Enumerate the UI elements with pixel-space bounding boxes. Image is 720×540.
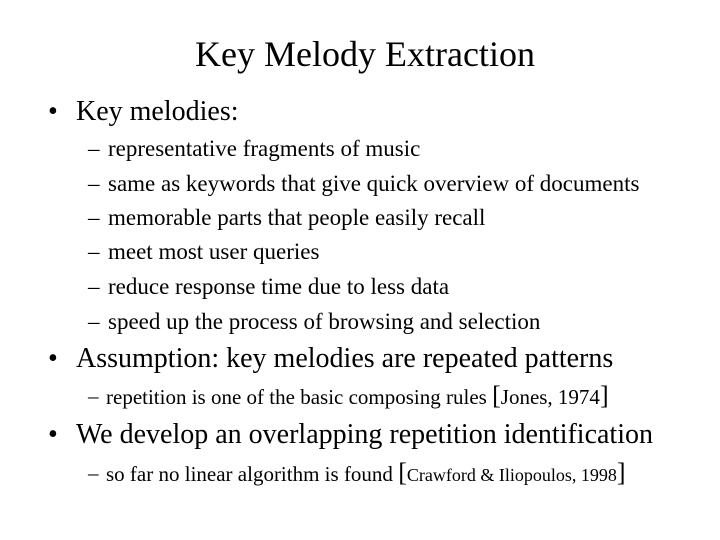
dash-glyph: –	[88, 461, 99, 485]
dash-glyph: –	[88, 171, 100, 196]
bullet-text: Key melodies:	[76, 96, 239, 127]
bullet-text: We develop an overlapping repetition identification	[76, 419, 653, 450]
slide-title: Key Melody Extraction	[195, 34, 535, 74]
dash-glyph: –	[88, 136, 100, 161]
sub-item-text: reduce response time due to less data	[108, 274, 450, 299]
citation: Crawford & Iliopoulos, 1998	[406, 465, 617, 485]
citation-open-bracket: [	[492, 381, 501, 410]
sub-item-body: so far no linear algorithm is found	[106, 462, 399, 486]
sub-item-text: meet most user queries	[108, 239, 320, 264]
bullet-glyph: •	[48, 96, 58, 127]
sub-item-body: repetition is one of the basic composing rules	[106, 385, 493, 409]
bullet-glyph: •	[48, 419, 58, 450]
dash-glyph: –	[88, 384, 99, 408]
sub-item-text: memorable parts that people easily recall	[108, 205, 486, 230]
sub-item-text	[106, 382, 609, 411]
bullet-text: Assumption: key melodies are repeated patterns	[76, 343, 614, 374]
sub-item-text: same as keywords that give quick overview of documents	[108, 171, 640, 196]
citation-close-bracket: ]	[599, 381, 609, 410]
sub-item-text: representative fragments of music	[108, 136, 421, 161]
dash-glyph: –	[88, 239, 100, 264]
dash-glyph: –	[88, 205, 100, 230]
sub-item-text	[106, 459, 626, 489]
bullet-glyph: •	[48, 343, 58, 374]
sub-item-text: speed up the process of browsing and selection	[108, 309, 541, 334]
dash-glyph: –	[88, 309, 100, 334]
citation-open-bracket: [	[398, 458, 407, 487]
citation-close-bracket: ]	[616, 458, 626, 487]
citation: Jones, 1974	[500, 385, 600, 409]
dash-glyph: –	[88, 274, 100, 299]
